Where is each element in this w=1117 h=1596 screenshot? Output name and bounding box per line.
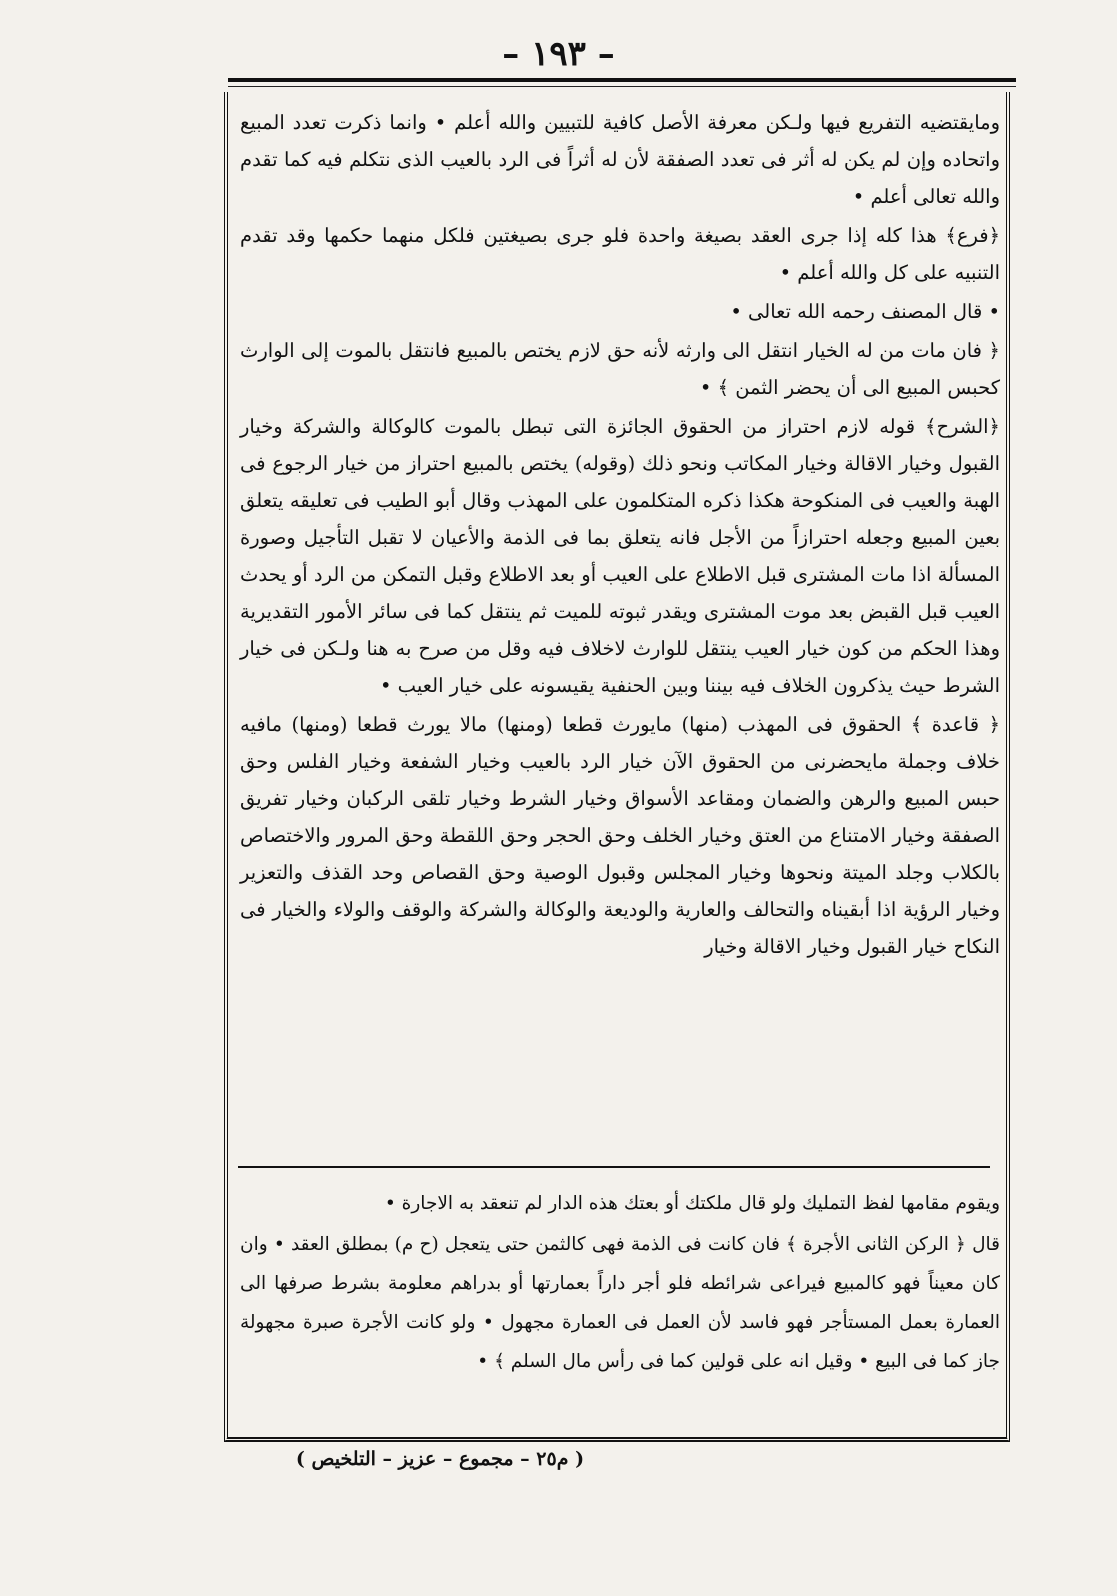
signature-note: ( م٢٥ – مجموع – عزيز – التلخيص ) bbox=[295, 1448, 585, 1470]
footnote-text bbox=[240, 1184, 1000, 1381]
paragraph-qal-musannif: • قال المصنف رحمه الله تعالى • bbox=[730, 300, 1000, 323]
footnote-paragraph-1: ويقوم مقامها لفظ التمليك ولو قال ملكتك أو بعتك هذه الدار لم تنعقد به الاجارة • bbox=[384, 1193, 1000, 1214]
paragraph-far: ﴿فرع﴾ هذا كله إذا جرى العقد بصيغة واحدة فلو جرى بصيغتين فلكل منهما حكمها وقد تقدم التنبيه على كل والله أعلم • bbox=[240, 224, 1000, 284]
main-text bbox=[240, 104, 1000, 965]
paragraph-matn: ﴿ فان مات من له الخيار انتقل الى وارثه لأنه حق لازم يختص بالمبيع فانتقل بالموت إلى الوارث كحبس المبيع الى أن يحضر الثمن ﴾ • bbox=[240, 339, 1000, 399]
paragraph-sharh: ﴿الشرح﴾ قوله لازم احتراز من الحقوق الجائزة التى تبطل بالموت كالوكالة والشركة وخيار القبول وخيار الاقالة وخيار المكاتب ونحو ذلك (وقوله) يختص بالمبيع احتراز من خيار الرجوع فى الهبة والعيب فى المنكوحة هكذا ذكره المتكلمون على المهذب وقال أبو الطيب فى تعليقه يتعلق بعين المبيع وجعله احترازاً من الأجل فانه يتعلق بما فى الذمة والأعيان لا تقبل التأجيل وصورة المسألة اذا مات المشترى قبل الاطلاع على العيب أو بعد الاطلاع وقبل التمكن من الرد أو يحدث العيب قبل القبض بعد موت المشترى ويقدر ثبوته للميت ثم ينتقل كما فى سائر الأمور التقديرية وهذا الحكم من كون خيار العيب ينتقل للوارث لاخلاف فيه وقل من صرح به هنا ولـكن فى خيار الشرط حيث يذكرون الخلاف فيه بيننا وبين الحنفية يقيسونه على خيار العيب • bbox=[240, 415, 1000, 697]
paragraph-qaida: ﴿ قاعدة ﴾ الحقوق فى المهذب (منها) مايورث قطعا (ومنها) مالا يورث قطعا (ومنها) مافيه خلاف وجملة مايحضرنى من الحقوق الآن خيار الرد بالعيب وخيار الشفعة وخيار الفلس وحق حبس المبيع والرهن والضمان ومقاعد الأسواق وخيار الشرط وخيار تلقى الركبان وخيار تفريق الصفقة وخيار الامتناع من العتق وخيار الخلف وحق الحجر وحق اللقطة وحق المرور والاختصاص بالكلاب وجلد الميتة ونحوها وخيار المجلس وقبول الوصية وحق القصاص وحد القذف والتعزير وخيار الرؤية اذا أبقيناه والتحالف والعارية والوديعة والوكالة والشركة والوقف والولاء والخيار فى النكاح خيار القبول وخيار الاقالة وخيار bbox=[240, 713, 1000, 958]
footnote-paragraph-2: قال ﴿ الركن الثانى الأجرة ﴾ فان كانت فى الذمة فهى كالثمن حتى يتعجل (ح م) بمطلق العقد • وان كان معيناً فهو كالمبيع فيراعى شرائطه فلو أجر داراً بعمارتها أو بدراهم معلومة بشرط صرفها الى العمارة بعمل المستأجر فهو فاسد لأن العمل فى العمارة مجهول • ولو كانت الأجرة صبرة مجهولة جاز كما فى البيع • وقيل انه على قولين كما فى رأس مال السلم ﴾ • bbox=[240, 1234, 1000, 1372]
paragraph-intro: ومايقتضيه التفريع فيها ولـكن معرفة الأصل كافية للتبيين والله أعلم • وانما ذكرت تعدد المبيع واتحاده وإن لم يكن له أثر فى تعدد الصفقة لأن له أثراً فى الرد بالعيب الذى نتكلم فيه كما تقدم والله تعالى أعلم • bbox=[240, 111, 1000, 208]
page-number: – ١٩٣ – bbox=[502, 34, 615, 74]
top-rule bbox=[228, 78, 1016, 82]
footnote-divider bbox=[238, 1166, 990, 1168]
top-rule-thin bbox=[228, 86, 1016, 87]
